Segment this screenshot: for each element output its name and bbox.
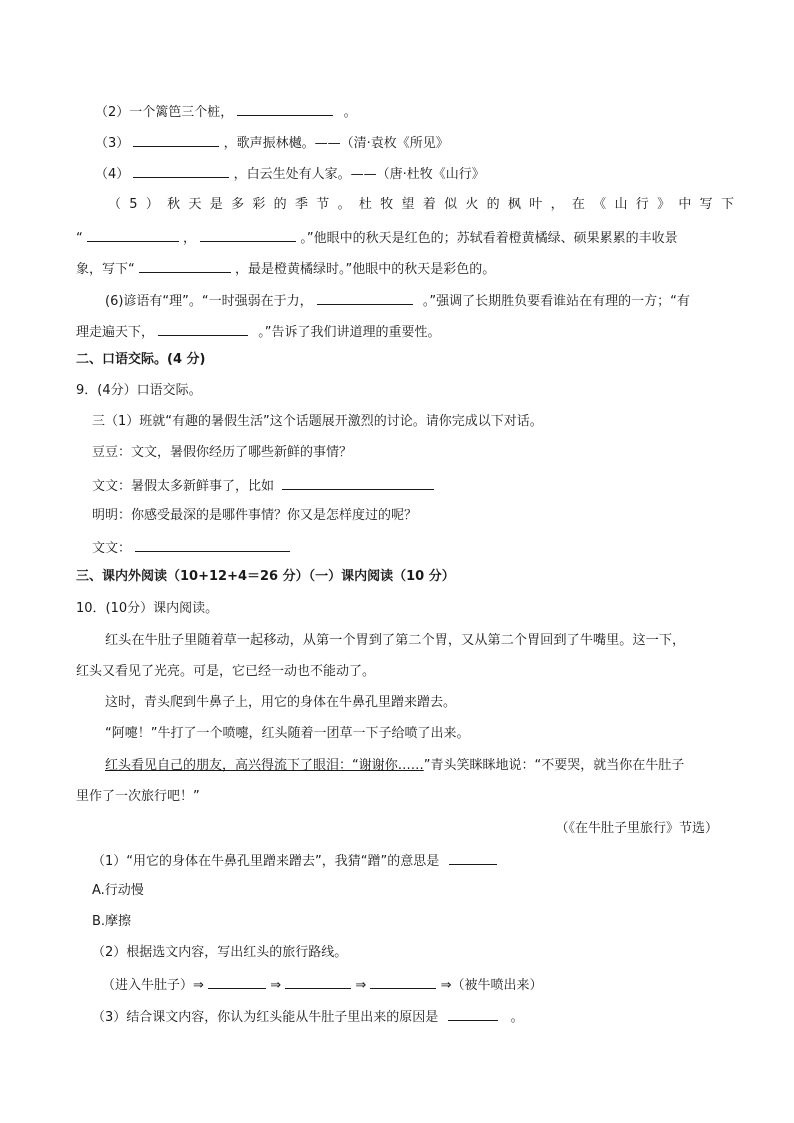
- q8-item-4-num: （4）: [95, 167, 130, 182]
- q9-dialogue-2-text: 文文：暑假太多新鲜事了，比如: [92, 479, 275, 494]
- q10-option-a: A.行动慢: [92, 883, 144, 898]
- q9-dialogue-2: [92, 476, 434, 496]
- q8-item-5-blank-2[interactable]: [200, 228, 296, 242]
- q8-item-5-text-3: 象，写下“: [76, 262, 135, 277]
- q8-item-2-end: 。: [343, 105, 357, 120]
- q8-item-3-blank[interactable]: [133, 133, 219, 147]
- q10-route-arrow-1: ⇒: [270, 978, 282, 993]
- q9-dialogue-3: 明明：你感受最深的是哪件事情？你又是怎样度过的呢？: [92, 508, 418, 523]
- q9-intro: 三（1）班就“有趣的暑假生活”这个话题展开激烈的讨论。请你完成以下对话。: [92, 414, 543, 429]
- q10-title: 10．(10分）课内阅读。: [76, 601, 219, 616]
- q8-item-6-line1: [105, 291, 690, 311]
- q10-passage-p2: 这时，青头爬到牛鼻子上，用它的身体在牛鼻孔里蹭来蹭去。: [105, 695, 457, 710]
- q8-item-6-line2: [76, 322, 441, 342]
- q10-sub-1-text: （1）“用它的身体在牛鼻孔里蹭来蹭去”，我猜“蹭”的意思是: [92, 854, 440, 869]
- q8-item-3: [95, 133, 449, 153]
- q8-item-3-text: ，歌声振林樾。——（清·袁枚《所见》: [223, 136, 449, 151]
- q9-title: 9．(4分）口语交际。: [76, 383, 202, 398]
- q8-item-5-quote-open: “: [76, 231, 83, 246]
- q8-item-6-text-3: 理走遍天下，: [76, 325, 155, 340]
- q8-item-2-blank[interactable]: [237, 102, 333, 116]
- q8-item-3-num: （3）: [95, 136, 130, 151]
- q9-dialogue-1: 豆豆：文文，暑假你经历了哪些新鲜的事情？: [92, 445, 353, 460]
- q10-passage-p4-line2: 里作了一次旅行吧！”: [76, 789, 200, 804]
- q10-sub-1: [92, 851, 497, 871]
- q10-sub-3-text: （3）结合课文内容，你认为红头能从牛肚子里出来的原因是: [92, 1010, 439, 1025]
- q9-answer-blank-2[interactable]: [135, 538, 290, 552]
- q8-item-6-text-2: 。”强调了长期胜负要看谁站在有理的一方；“有: [422, 294, 690, 309]
- q10-sub-3-end: 。: [510, 1010, 524, 1025]
- q8-item-5-blank-3[interactable]: [139, 259, 231, 273]
- q10-passage-p4-line1: [105, 757, 684, 775]
- q10-route-blank-2[interactable]: [285, 975, 351, 989]
- q8-item-6-text-4: 。”告诉了我们讲道理的重要性。: [258, 325, 441, 340]
- q10-sub-3-blank[interactable]: [448, 1007, 498, 1021]
- section-3-heading: 三、课内外阅读（10+12+4＝26 分）（一）课内阅读（10 分）: [76, 569, 455, 584]
- q9-dialogue-4-text: 文文：: [92, 541, 132, 556]
- q8-item-5-line1: （5）秋天是多彩的季节。杜牧望着似火的枫叶，在《山行》中写下: [108, 197, 743, 212]
- q8-item-5-text-4: ，最是橙黄橘绿时。”他眼中的秋天是彩色的。: [235, 262, 496, 277]
- q9-answer-blank-1[interactable]: [282, 476, 434, 490]
- q8-item-4-text: ，白云生处有人家。——（唐·杜牧《山行》: [233, 167, 485, 182]
- q10-route-arrow-2: ⇒: [355, 978, 367, 993]
- q10-route-blank-1[interactable]: [208, 975, 266, 989]
- q10-route-line: [102, 975, 542, 995]
- q10-route-start: （进入牛肚子）⇒: [102, 978, 204, 993]
- q8-item-6-blank-2[interactable]: [158, 322, 248, 336]
- q8-item-5-line2: [76, 228, 678, 248]
- q8-item-6-text-1: (6)谚语有“理”。“一时强弱在于力，: [105, 294, 313, 309]
- q10-route-end: ⇒（被牛喷出来）: [440, 978, 543, 993]
- q10-sub-1-blank[interactable]: [449, 851, 497, 865]
- q10-route-blank-3[interactable]: [370, 975, 436, 989]
- q9-dialogue-4: [92, 538, 290, 558]
- q8-item-4: [95, 164, 485, 184]
- q10-passage-p4-rest: ”青头笑眯眯地说：“不要哭，就当你在牛肚子: [423, 758, 685, 773]
- q8-item-5-blank-1[interactable]: [87, 228, 179, 242]
- q10-passage-source: （《在牛肚子里旅行》节选）: [555, 821, 718, 836]
- q8-item-5-comma: ，: [183, 231, 197, 246]
- q10-passage-p1-line2: 红头又看见了光亮。可是，它已经一动也不能动了。: [76, 664, 376, 679]
- q10-sub-3: [92, 1007, 524, 1027]
- q8-item-5-line3: [76, 259, 495, 279]
- q8-item-6-blank-1[interactable]: [317, 291, 413, 305]
- q8-item-4-blank[interactable]: [133, 164, 229, 178]
- q8-item-5-text-2: 。”他眼中的秋天是红色的；苏轼看着橙黄橘绿、硕果累累的丰收景: [300, 231, 678, 246]
- q10-passage-underlined: 红头看见自己的朋友，高兴得流下了眼泪：“谢谢你……: [105, 758, 424, 773]
- q10-option-b: B.摩擦: [92, 914, 132, 929]
- section-2-heading: 二、口语交际。(4 分): [76, 352, 206, 367]
- q8-item-2-text: （2）一个篱笆三个桩，: [95, 105, 234, 120]
- q8-item-2: [95, 102, 357, 122]
- q10-sub-2: （2）根据选文内容，写出红头的旅行路线。: [92, 945, 348, 960]
- q10-passage-p1-line1: 红头在牛肚子里随着草一起移动，从第一个胃到了第二个胃，又从第二个胃回到了牛嘴里。这一下，: [105, 633, 686, 648]
- q10-passage-p3: “阿嚏！”牛打了一个喷嚏，红头随着一团草一下子给喷了出来。: [105, 726, 470, 741]
